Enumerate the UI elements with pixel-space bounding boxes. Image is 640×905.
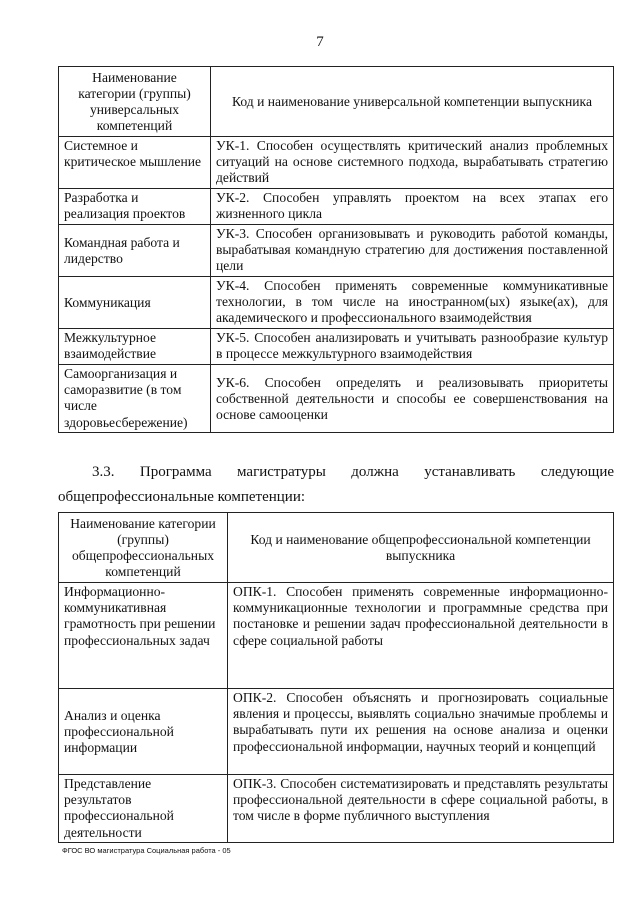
competence-cell: УК-6. Способен определять и реализовывать приоритеты собственной деятельности и способы ее совершенствования на основе самооценки	[211, 365, 614, 433]
category-cell: Командная работа и лидерство	[59, 225, 211, 277]
table-row	[59, 329, 614, 365]
header-category-cell: Наименование категории (группы) универсальных компетенций	[59, 67, 211, 137]
competence-cell: УК-5. Способен анализировать и учитывать разнообразие культур в процессе межкультурного взаимодействия	[211, 329, 614, 365]
header-category-cell: Наименование категории (группы) общепрофессиональных компетенций	[59, 513, 228, 583]
competence-cell: ОПК-1. Способен применять современные информационно-коммуникационные технологии и программные средства при постановке и решении задач профессиональной деятельности в сфере социальной работы	[228, 583, 614, 689]
category-cell: Самоорганизация и саморазвитие (в том числе здоровьесбережение)	[59, 365, 211, 433]
header-code-cell: Код и наименование общепрофессиональной компетенции выпускника	[228, 513, 614, 583]
table-row	[59, 189, 614, 225]
table-row	[59, 137, 614, 189]
category-cell: Анализ и оценка профессиональной информации	[59, 689, 228, 775]
table-row	[59, 277, 614, 329]
competence-cell: УК-4. Способен применять современные коммуникативные технологии, в том числе на иностранном(ых) языке(ах), для академического и профессионального взаимодействия	[211, 277, 614, 329]
category-cell: Представление результатов профессиональной деятельности	[59, 775, 228, 843]
footer-note: ФГОС ВО магистратура Социальная работа - 05	[62, 846, 231, 855]
page-number: 7	[316, 34, 324, 50]
universal-competencies-table	[58, 66, 614, 433]
table-header-row	[59, 513, 614, 583]
category-cell: Системное и критическое мышление	[59, 137, 211, 189]
competence-cell: УК-2. Способен управлять проектом на всех этапах его жизненного цикла	[211, 189, 614, 225]
table-header-row	[59, 67, 614, 137]
table-row	[59, 689, 614, 775]
table-row	[59, 775, 614, 843]
header-code-cell: Код и наименование универсальной компетенции выпускника	[211, 67, 614, 137]
category-cell: Разработка и реализация проектов	[59, 189, 211, 225]
category-cell: Коммуникация	[59, 277, 211, 329]
competence-cell: УК-3. Способен организовывать и руководить работой команды, вырабатывая командную стратегию для достижения поставленной цели	[211, 225, 614, 277]
category-cell: Информационно-коммуникативная грамотность при решении профессиональных задач	[59, 583, 228, 689]
table-row	[59, 583, 614, 689]
table-row	[59, 365, 614, 433]
section-paragraph-line-1: 3.3. Программа магистратуры должна устанавливать следующие	[92, 464, 614, 480]
general-professional-competencies-table	[58, 512, 614, 843]
table-row	[59, 225, 614, 277]
category-cell: Межкультурное взаимодействие	[59, 329, 211, 365]
competence-cell: ОПК-3. Способен систематизировать и представлять результаты профессиональной деятельности в сфере социальной работы, в том числе в форме публичного выступления	[228, 775, 614, 843]
competence-cell: УК-1. Способен осуществлять критический анализ проблемных ситуаций на основе системного подхода, вырабатывать стратегию действий	[211, 137, 614, 189]
section-paragraph-line-2: общепрофессиональные компетенции:	[58, 489, 306, 505]
competence-cell: ОПК-2. Способен объяснять и прогнозировать социальные явления и процессы, выявлять социально значимые проблемы и вырабатывать пути их решения на основе анализа и оценки профессиональной информации, научных теорий и концепций	[228, 689, 614, 775]
